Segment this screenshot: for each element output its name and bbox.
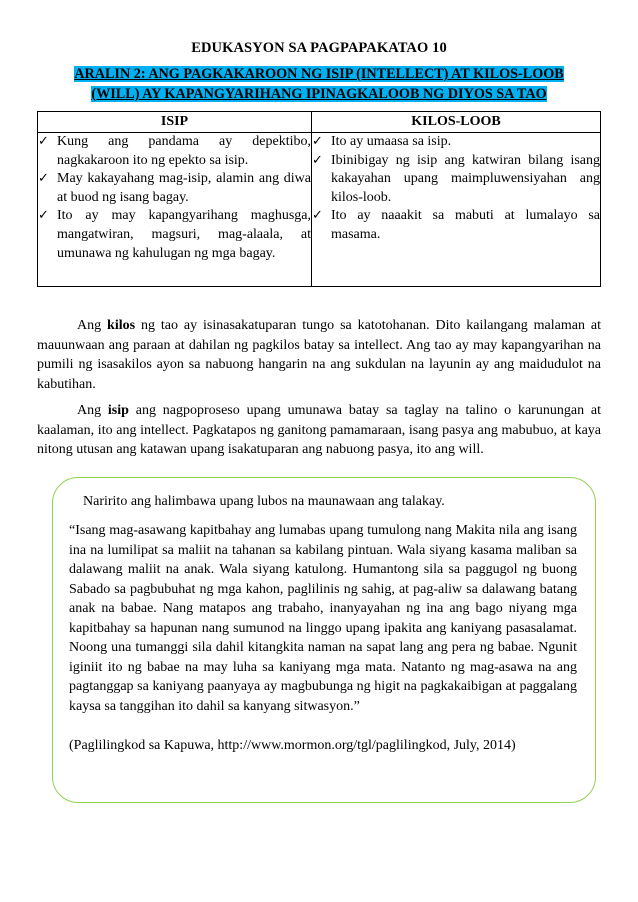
table-body-row bbox=[38, 133, 601, 287]
list-item-text: Kung ang pandama ay depektibo, nagkakaroon ito ng epekto sa isip. bbox=[57, 134, 311, 168]
isip-cell bbox=[38, 133, 312, 287]
table-header-row bbox=[38, 112, 601, 133]
list-item-text: Ito ay may kapangyarihang maghusga, mangatwiran, magsuri, mag-alaala, at umunawa ng kahulugan ng mga bagay. bbox=[57, 208, 311, 261]
paragraph-isip bbox=[37, 401, 601, 460]
list-item bbox=[38, 207, 311, 263]
example-quote: “Isang mag-asawang kapitbahay ang lumabas upang tumulong nang Makita nila ang isang ina na lumilipat sa maliit na tahanan sa kabilang pintuan. Wala siyang kasama maliban sa dalawang maliit na anak. Wala siyang katulong. Humantong sila sa paggugol ng buong Sabado sa pagbubuhat ng mga kahon, paglilinis ng sahig, at pag-aliw sa dalawang batang anak na babae. Nang matapos ang trabaho, inanyayahan ng ina ang bago niyang mga kapitbahay sa hapunan nang sumunod na linggo upang ipakita ang kaniyang pasasalamat. Noong una tumanggi sila dahil kitangkita naman na sapat lang ang pera ng babae. Ngunit iginiit ito ng babae na may luha sa kaniyang mga mata. Natanto ng mag-asawa na ang pagtanggap sa kaniyang paanyaya ay magbubunga ng higit na pagkakaibigan at paggalang kaysa sa tanggihan ito dahil sa kanyang sitwasyon.” bbox=[69, 523, 577, 714]
check-mark-icon: ✓ bbox=[38, 208, 49, 224]
lesson-title-highlight: ARALIN 2: ANG PAGKAKAROON NG ISIP (INTELLECT) AT KILOS-LOOB (WILL) AY KAPANGYARIHANG IPINAGKALOOB NG DIYOS SA TAO bbox=[74, 66, 564, 102]
example-intro: Naririto ang halimbawa upang lubos na maunawaan ang talakay. bbox=[83, 494, 445, 509]
check-mark-icon: ✓ bbox=[312, 152, 323, 168]
list-item-text: May kakayahang mag-isip, alamin ang diwa at buod ng isang bagay. bbox=[57, 171, 311, 205]
paragraph-text: ang nagpoproseso upang umunawa batay sa taglay na talino o karunungan at kaalaman, ito ang intellect. Pagkatapos ng ganitong pamamaraan, isang pasya ang mabubuo, at kaya nitong utusan ang katawan upang isakatuparan ang nabuong pasya, ito ang will. bbox=[37, 403, 601, 457]
check-mark-icon: ✓ bbox=[38, 171, 49, 187]
list-item bbox=[312, 207, 600, 244]
list-item bbox=[312, 133, 600, 152]
paragraph-kilos bbox=[37, 316, 601, 394]
paragraph-text: ng tao ay isinasakatuparan tungo sa katotohanan. Dito kailangang malaman at mauunwaan ang paraan at dahilan ng pagkilos batay sa intellect. Ang tao ay may kapangyarihan na pumili ng isasakilos ayon sa nabuong hangarin na ang sukdulan na layunin ay ang maidudulot na kabutihan. bbox=[37, 318, 601, 392]
list-item bbox=[38, 170, 311, 207]
check-mark-icon: ✓ bbox=[312, 134, 323, 149]
list-item bbox=[38, 133, 311, 170]
lesson-title bbox=[52, 64, 586, 104]
kilos-loob-cell bbox=[312, 133, 601, 287]
check-mark-icon: ✓ bbox=[38, 134, 49, 149]
comparison-table bbox=[37, 111, 601, 287]
list-item-text: Ito ay naaakit sa mabuti at lumalayo sa masama. bbox=[331, 208, 600, 242]
term-kilos: kilos bbox=[107, 318, 136, 333]
header-isip: ISIP bbox=[38, 112, 312, 133]
example-source: (Paglilingkod sa Kapuwa, http://www.mormon.org/tgl/paglilingkod, July, 2014) bbox=[69, 738, 516, 753]
list-item-text: Ibinibigay ng isip ang katwiran bilang isang kakayahan upang maimpluwensiyahan ang kilos-loob. bbox=[331, 152, 600, 205]
kilos-loob-list bbox=[312, 133, 600, 245]
header-kilos-loob: KILOS-LOOB bbox=[312, 112, 601, 133]
check-mark-icon: ✓ bbox=[312, 208, 323, 224]
paragraph-text: Ang bbox=[77, 318, 108, 333]
paragraph-text: Ang bbox=[77, 403, 108, 418]
list-item-text: Ito ay umaasa sa isip. bbox=[331, 134, 452, 149]
term-isip: isip bbox=[107, 403, 129, 418]
isip-list bbox=[38, 133, 311, 263]
list-item bbox=[312, 152, 600, 208]
document-subject: EDUKASYON SA PAGPAPAKATAO 10 bbox=[191, 40, 447, 56]
